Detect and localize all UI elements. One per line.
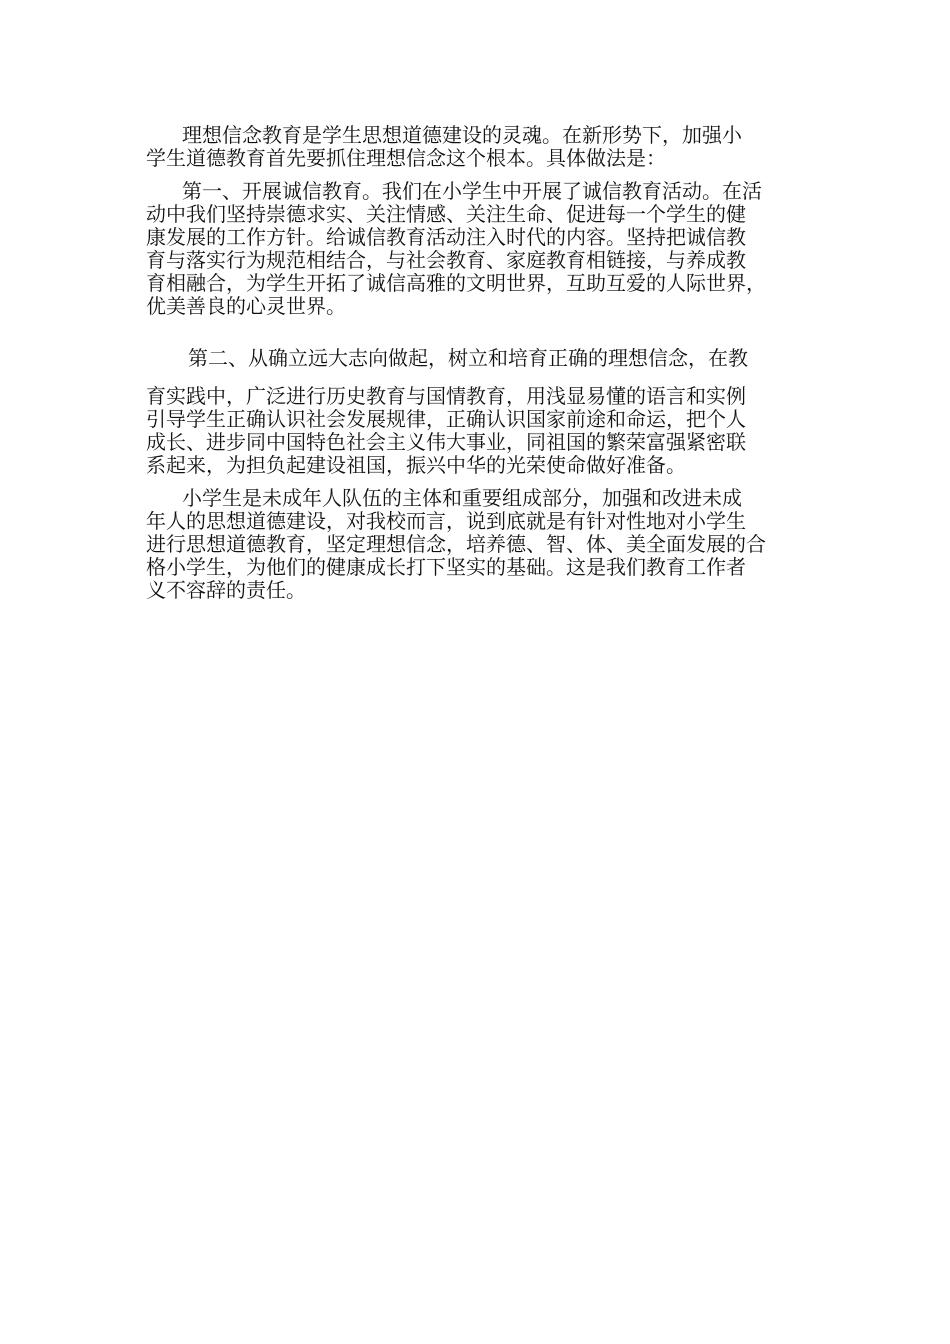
paragraph-ideals-intro — [146, 124, 806, 170]
text-line: 优美善良的心灵世界。 — [146, 294, 346, 318]
text-line: 年人的思想道德建设，对我校而言，说到底就是有针对性地对小学生 — [146, 509, 746, 533]
paragraph-ambition-education — [146, 347, 806, 477]
line-gap — [146, 370, 806, 385]
text-line: 引导学生正确认识社会发展规律，正确认识国家前途和命运，把个人 — [146, 407, 746, 431]
text-line: 第二、从确立远大志向做起，树立和培育正确的理想信念，在教 — [188, 346, 748, 370]
text-line: 育实践中，广泛进行历史教育与国情教育，用浅显易懂的语言和实例 — [146, 384, 746, 408]
text-line: 格小学生，为他们的健康成长打下坚实的基础。这是我们教育工作者 — [146, 555, 746, 579]
text-line: 第一、开展诚信教育。我们在小学生中开展了诚信教育活动。在活 — [182, 179, 762, 203]
text-line: 育与落实行为规范相结合，与社会教育、家庭教育相链接，与养成教 — [146, 248, 746, 272]
text-line: 育相融合，为学生开拓了诚信高雅的文明世界，互助互爱的人际世界， — [146, 271, 766, 295]
text-line: 系起来，为担负起建设祖国，振兴中华的光荣使命做好准备。 — [146, 453, 686, 477]
text-line: 进行思想道德教育，坚定理想信念，培养德、智、体、美全面发展的合 — [146, 532, 766, 556]
text-line: 理想信念教育是学生思想道德建设的灵魂。在新形势下，加强小 — [182, 123, 742, 147]
text-line: 学生道德教育首先要抓住理想信念这个根本。具体做法是： — [146, 146, 666, 170]
text-line: 康发展的工作方针。给诚信教育活动注入时代的内容。坚持把诚信教 — [146, 225, 746, 249]
document-body — [146, 124, 806, 602]
paragraph-integrity-education — [146, 180, 806, 318]
text-line: 成长、进步同中国特色社会主义伟大事业，同祖国的繁荣富强紧密联 — [146, 430, 746, 454]
text-line: 小学生是未成年人队伍的主体和重要组成部分，加强和改进未成 — [182, 486, 742, 510]
text-line: 义不容辞的责任。 — [146, 578, 306, 602]
text-line: 动中我们坚持崇德求实、关注情感、关注生命、促进每一个学生的健 — [146, 202, 746, 226]
paragraph-conclusion — [146, 487, 806, 602]
